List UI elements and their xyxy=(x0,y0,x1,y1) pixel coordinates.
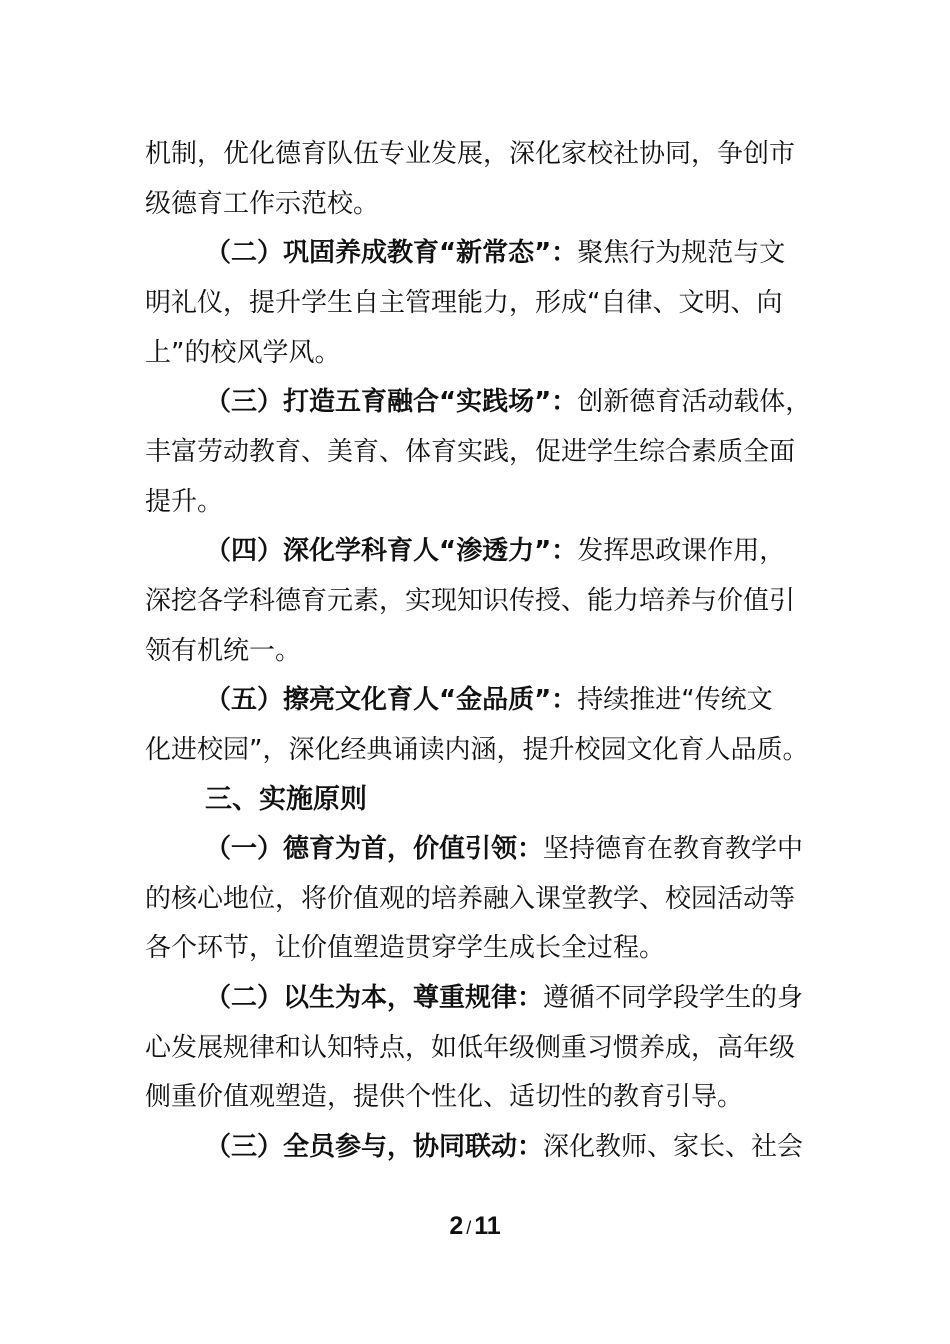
item-text: 聚焦行为规范与文 xyxy=(577,238,786,268)
text-line: 心发展规律和认知特点，如低年级侧重习惯养成，高年级 xyxy=(145,1033,796,1063)
item-heading: （二）巩固养成教育“新常态”： xyxy=(205,238,578,268)
item-heading: （三）全员参与，协同联动： xyxy=(205,1132,544,1162)
text-line: 深挖各学科德育元素，实现知识传授、能力培养与价值引 xyxy=(145,586,796,616)
paragraph-line xyxy=(205,533,785,569)
current-page: 2 xyxy=(449,1212,464,1240)
paragraph-line xyxy=(205,1129,803,1165)
item-text: 创新德育活动载体， xyxy=(577,387,812,417)
text-line: 级德育工作示范校。 xyxy=(145,189,380,219)
paragraph-line xyxy=(205,235,785,271)
text-line: 明礼仪，提升学生自主管理能力，形成“自律、文明、向 xyxy=(145,288,783,318)
paragraph-line xyxy=(205,831,803,867)
paragraph-line xyxy=(205,980,803,1016)
text-line: 的核心地位，将价值观的培养融入课堂教学、校园活动等 xyxy=(145,884,796,914)
item-heading: （三）打造五育融合“实践场”： xyxy=(205,387,578,417)
text-line: 侧重价值观塑造，提供个性化、适切性的教育引导。 xyxy=(145,1082,744,1112)
item-text: 发挥思政课作用， xyxy=(577,536,786,566)
text-line: 上”的校风学风。 xyxy=(145,338,341,368)
paragraph-line xyxy=(205,682,773,718)
text-line: 领有机统一。 xyxy=(145,636,302,666)
item-text: 深化教师、家长、社会 xyxy=(543,1132,804,1162)
item-text: 遵循不同学段学生的身 xyxy=(543,983,804,1013)
page-number xyxy=(0,1212,950,1241)
text-line: 各个环节，让价值塑造贯穿学生成长全过程。 xyxy=(145,933,666,963)
paragraph-line xyxy=(205,384,811,420)
text-line: 丰富劳动教育、美育、体育实践，促进学生综合素质全面 xyxy=(145,437,796,467)
item-heading: （五）擦亮文化育人“金品质”： xyxy=(205,685,578,715)
text-line: 化进校园”，深化经典诵读内涵，提升校园文化育人品质。 xyxy=(145,735,809,765)
item-heading: （一）德育为首，价值引领： xyxy=(205,834,544,864)
text-line: 提升。 xyxy=(145,487,224,517)
item-heading: （四）深化学科育人“渗透力”： xyxy=(205,536,578,566)
text-line: 机制，优化德育队伍专业发展，深化家校社协同，争创市 xyxy=(145,139,796,169)
section-heading: 三、实施原则 xyxy=(205,784,367,815)
item-text: 坚持德育在教育教学中 xyxy=(543,834,804,864)
total-pages: 11 xyxy=(474,1212,501,1240)
item-heading: （二）以生为本，尊重规律： xyxy=(205,983,544,1013)
item-text: 持续推进“传统文 xyxy=(577,685,773,715)
page-separator: / xyxy=(466,1218,472,1238)
